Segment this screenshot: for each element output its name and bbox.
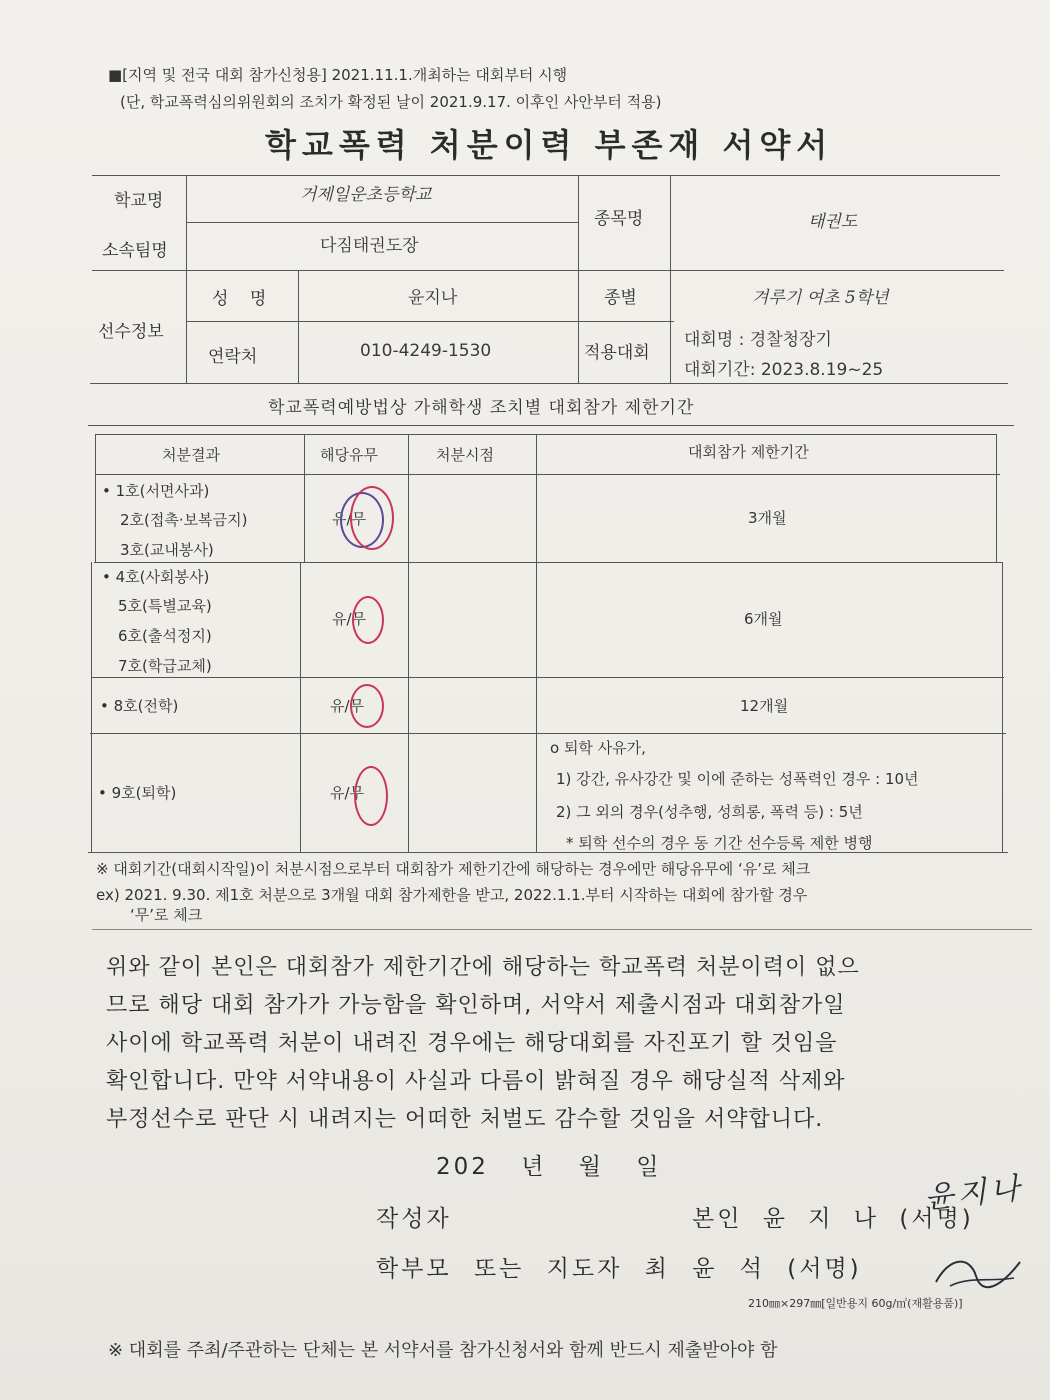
pledge-line: 므로 해당 대회 참가가 가능함을 확인하며, 서약서 제출시점과 대회참가일 [106,993,846,1018]
info-col-divider-4 [670,175,671,383]
handwritten-check-circle [350,684,384,728]
footer-notice: ※ 대회를 주최/주관하는 단체는 본 서약서를 참가신청서와 함께 반드시 제출받아야 함 [108,1340,778,1361]
handwritten-check-circle [354,766,388,826]
handwritten-check-circle [350,486,394,550]
note-line-2: ex) 2021. 9.30. 제1호 처분으로 3개월 대회 참가제한을 받고, 2022.1.1.부터 시작하는 대회에 참가할 경우 [96,886,808,904]
info-row-divider-3 [186,321,674,322]
disposition-item: • 1호(서면사과) [102,482,210,500]
table-row-divider-2 [92,677,1004,678]
confirmer-signature-line: 학부모 또는 지도자 최 윤 석 (서명) [376,1256,862,1282]
restriction-period: 6개월 [744,610,783,628]
table-right-border-top [996,434,997,562]
header-line-2: (단, 학교폭력심의위원회의 조치가 확정된 날이 2021.9.17. 이후인 사안부터 적용) [120,93,662,111]
event-label: 종목명 [594,209,644,229]
section-underline [88,425,1014,426]
disposition-item: • 8호(전학) [100,697,179,715]
handwritten-signature: 윤지나 [922,1170,1025,1217]
school-value: 거제일운초등학교 [300,185,432,205]
info-col-divider-3 [578,175,579,383]
note-line-1: ※ 대회기간(대회시작일)이 처분시점으로부터 대회참가 제한기간에 해당하는 경우에만 해당유무에 ‘유’로 체크 [96,860,811,878]
table-row-divider-1 [94,562,1002,563]
disposition-item: 5호(특별교육) [118,597,212,615]
yn-value: 유/무 [330,784,365,802]
section-title: 학교폭력예방법상 가해학생 조치별 대회참가 제한기간 [268,398,695,418]
disposition-item: 2호(접촉·보복금지) [120,511,248,529]
player-info-label: 선수정보 [98,322,164,342]
info-col-divider-1 [186,175,187,383]
table-header-divider [96,474,1000,475]
disposition-item: 6호(출석정지) [118,627,212,645]
table-right-border-bottom [1002,562,1003,852]
pledge-line: 부정선수로 판단 시 내려지는 어떠한 처벌도 감수할 것임을 서약합니다. [106,1107,824,1132]
school-label: 학교명 [114,191,164,211]
table-col-divider-2 [408,434,409,852]
note-line-3: ‘무’로 체크 [130,906,203,924]
pledge-line: 위와 같이 본인은 대회참가 제한기간에 해당하는 학교폭력 처분이력이 없으 [106,955,860,980]
event-value: 태권도 [808,212,858,232]
expulsion-note: o 퇴학 사유가, [550,739,646,757]
restriction-period: 3개월 [748,509,787,527]
col-header-result: 처분결과 [162,446,220,464]
col-header-restriction: 대회참가 제한기간 [688,443,809,461]
category-label: 종별 [604,288,637,308]
contact-label: 연락처 [208,347,258,367]
expulsion-note: * 퇴학 선수의 경우 동 기간 선수등록 제한 병행 [566,834,873,852]
col-header-decision-date: 처분시점 [436,446,494,464]
table-col-divider-1b [300,562,301,852]
name-label: 성 명 [212,289,275,309]
info-row-divider-2 [92,270,1004,271]
disposition-item: • 9호(퇴학) [98,784,177,802]
name-value: 윤지나 [408,288,458,308]
competition-period: 대회기간: 2023.8.19~25 [684,360,884,380]
team-label: 소속팀명 [102,241,168,261]
handwritten-check-circle [352,596,384,644]
expulsion-note: 2) 그 외의 경우(성추행, 성희롱, 폭력 등) : 5년 [556,803,863,821]
expulsion-note: 1) 강간, 유사강간 및 이에 준하는 성폭력인 경우 : 10년 [556,770,919,788]
disposition-item: • 4호(사회봉사) [102,568,210,586]
yn-value: 유/무 [330,697,365,715]
paper-spec: 210㎜×297㎜[일반용지 60g/㎡(재활용품)] [748,1297,963,1310]
competition-name: 대회명 : 경찰청장기 [684,330,832,350]
restriction-period: 12개월 [740,697,789,715]
table-row-divider-3 [90,733,1006,734]
table-left-border-bottom [91,562,92,852]
info-top-border [92,175,1000,176]
info-bottom-border [90,383,1008,384]
header-line-1: ■[지역 및 전국 대회 참가신청용] 2021.11.1.개최하는 대회부터 시행 [108,66,568,84]
col-header-applicable: 해당유무 [320,446,378,464]
table-top-border [96,434,996,435]
table-left-border-top [95,434,96,562]
pledge-line: 사이에 학교폭력 처분이 내려진 경우에는 해당대회를 자진포기 할 것임을 [106,1031,838,1056]
team-value: 다짐태권도장 [320,236,419,256]
table-col-divider-1a [304,434,305,562]
signature-scribble [930,1252,1030,1292]
writer-label: 작성자 [376,1206,452,1232]
contact-value: 010-4249-1530 [360,341,492,361]
document-title: 학교폭력 처분이력 부존재 서약서 [265,126,834,164]
yn-value: 유/무 [332,610,367,628]
date-line: 202 년 월 일 [436,1154,662,1180]
applied-competition-label: 적용대회 [584,343,650,363]
info-col-divider-2 [298,270,299,383]
writer-signature-line: 본인 윤 지 나 (서명) [692,1206,974,1232]
disposition-item: 7호(학급교체) [118,657,212,675]
pledge-line: 확인합니다. 만약 서약내용이 사실과 다름이 밝혀질 경우 해당실적 삭제와 [106,1069,846,1094]
note-divider [92,929,1032,930]
yn-value: 유/무 [332,510,367,528]
disposition-item: 3호(교내봉사) [120,541,214,559]
table-col-divider-3 [536,434,537,852]
category-value: 겨루기 여초 5학년 [752,288,889,308]
info-row-divider-1 [186,222,578,223]
